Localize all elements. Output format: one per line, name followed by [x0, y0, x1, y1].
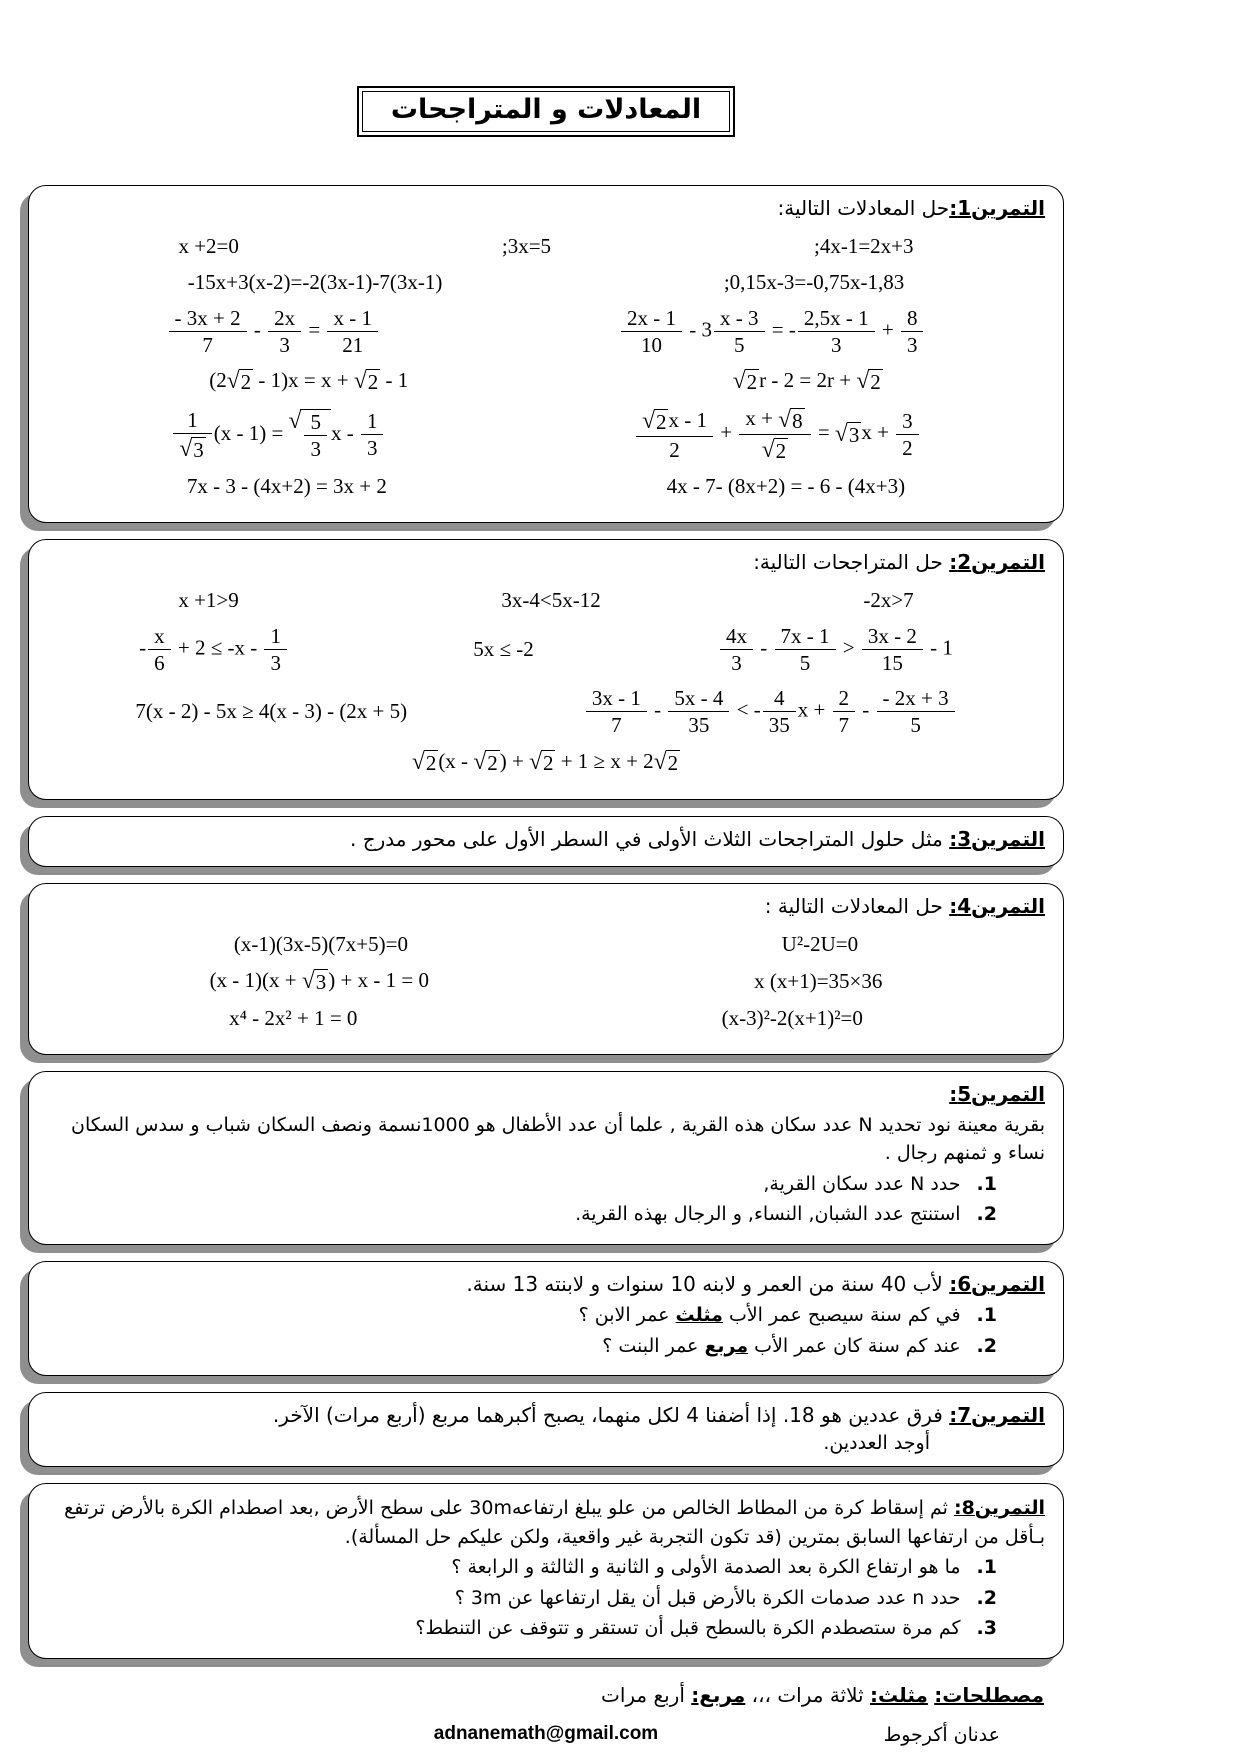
list-item: استنتج عدد الشبان, النساء, و الرجال بهذه القرية. — [575, 1203, 961, 1226]
term-part: مربع: — [691, 1682, 746, 1707]
equation: ;4x-1=2x+3 — [814, 234, 914, 258]
equation-row — [47, 270, 1045, 295]
emphasized-term: مربع — [704, 1334, 749, 1357]
equation: $\frac{- 3x + 2}{7}$ - $\frac{2x}{3}$ = $\frac{x - 1}{21}$ — [167, 306, 380, 357]
exercise-6-box — [28, 1261, 1064, 1376]
equation: √ 2 x - 1 2 + x + √ 8 √ 2 = √ 3 x + $\frac{3}{2}$ — [634, 406, 921, 463]
title-frame — [357, 86, 735, 137]
term-part: أربع مرات — [600, 1682, 692, 1707]
equation-row — [47, 588, 1045, 613]
equation: -2x>7 — [863, 587, 914, 612]
equation-row — [47, 306, 1045, 357]
exercise-2-inequalities — [47, 588, 1045, 776]
term-part: مثلث: — [869, 1682, 928, 1707]
equation: 1 √ 3 (x - 1) = √ $\frac{5}{3}$ x - $\frac{1}{3}$ — [171, 408, 385, 462]
equation-row — [47, 686, 1045, 737]
footer-row — [28, 1723, 1064, 1754]
term-part: مصطلحات: — [934, 1682, 1044, 1707]
equation: 3x-4<5x-12 — [501, 587, 601, 612]
exercise-8-statement: ثم إسقاط كرة من المطاط الخالص من علو يبلغ ارتفاعه30m على سطح الأرض ,بعد اصطدام الكرة بالأرض ترتفع بـأقل من ارتفاعها السابق بمترين (قد تكون التجربة غير واقعية، ولكن عليكم حل المسألة). — [64, 1497, 1045, 1548]
equation: -15x+3(x-2)=-2(3x-1)-7(3x-1) — [187, 270, 443, 294]
author-name: عدنان أكرجوط — [883, 1723, 1000, 1746]
equation-row — [47, 932, 1045, 957]
equation: (x - 1)(x + √ 3 ) + x - 1 = 0 — [209, 967, 429, 994]
equation: $\frac{2x - 1}{10}$ - 3 $\frac{x - 3}{5}$ = - $\frac{2,5x - 1}{3}$ + $\frac{8}{3}$ — [619, 306, 925, 357]
exercise-3-title: مثل حلول المتراجحات الثلاث الأولى في السطر الأول على محور مدرج . — [349, 826, 950, 851]
equation-row — [47, 474, 1045, 499]
equation: (2 √ 2 - 1)x = x + √ 2 - 1 — [209, 368, 409, 395]
exercise-5-label: التمرين5: — [949, 1081, 1045, 1106]
exercise-8-questions — [47, 1554, 1045, 1643]
terms-line — [28, 1675, 1064, 1707]
list-item: كم مرة ستصطدم الكرة بالسطح قبل أن تستقر و تتوقف عن التنطط؟ — [415, 1617, 961, 1640]
equation-row — [47, 234, 1045, 259]
equation: 4x - 7- (8x+2) = - 6 - (4x+3) — [666, 473, 906, 498]
exercise-1-label: التمرين1: — [949, 196, 1045, 220]
exercise-8-box — [28, 1483, 1064, 1659]
equation: x (x+1)=35×36 — [754, 968, 883, 993]
exercise-7-box — [28, 1392, 1064, 1467]
equation: U²-2U=0 — [781, 931, 859, 956]
exercise-4-equations — [47, 932, 1045, 1031]
equation: x +2=0 — [178, 234, 239, 258]
equation-row — [47, 624, 1045, 675]
equation: 7(x - 2) - 5x ≥ 4(x - 3) - (2x + 5) — [135, 699, 408, 724]
equation-row — [47, 1006, 1045, 1031]
exercise-7-header — [47, 1401, 1045, 1430]
exercise-1-title: حل المعادلات التالية: — [777, 196, 950, 220]
exercise-7-question: أوجد العددين. — [823, 1432, 930, 1455]
list-item: حدد N عدد سكان القرية, — [763, 1172, 961, 1195]
equation: ;0,15x-3=-0,75x-1,83 — [723, 270, 905, 294]
term-part: ثلاثة مرات ،،، — [745, 1682, 870, 1707]
exercise-5-body: بقرية معينة نود تحديد N عدد سكان هذه القرية , علما أن عدد الأطفال هو 1000نسمة ونصف السكان شباب و سدس السكان نساء و ثمنهم رجال . — [71, 1113, 1045, 1165]
exercise-4-title: حل المعادلات التالية : — [764, 893, 950, 918]
equation: √ 2 (x - √ 2 ) + √ 2 + 1 ≥ x + 2 √ 2 — [411, 748, 679, 775]
exercise-7-label: التمرين7: — [949, 1403, 1045, 1428]
equation: (x-1)(3x-5)(7x+5)=0 — [233, 931, 408, 956]
exercise-3-label: التمرين3: — [949, 826, 1045, 851]
list-item: عند كم سنة كان عمر الأب مربع عمر البنت ؟ — [602, 1334, 961, 1357]
equation: $\frac{3x - 1}{7}$ - $\frac{5x - 4}{35}$ < - $\frac{4}{35}$ x + $\frac{2}{7}$ - $\frac{- 2x + 3}{5}$ — [584, 686, 957, 737]
equation-row — [47, 368, 1045, 395]
exercise-7-title: فرق عددين هو 18. إذا أضفنا 4 لكل منهما، يصبح أكبرهما مربع (أربع مرات) الآخر. — [272, 1403, 950, 1428]
exercise-6-header — [47, 1270, 1045, 1299]
exercise-2-title: حل المتراجحات التالية: — [753, 549, 950, 574]
exercise-5-questions — [47, 1171, 1045, 1229]
list-item: في كم سنة سيصبح عمر الأب مثلث عمر الابن ؟ — [578, 1304, 961, 1326]
exercise-2-header — [47, 548, 1045, 577]
exercise-4-box — [28, 883, 1064, 1055]
title-section — [28, 86, 1064, 137]
exercise-2-box — [28, 539, 1064, 800]
list-item: ما هو ارتفاع الكرة بعد الصدمة الأولى و الثانية و الثالثة و الرابعة ؟ — [451, 1556, 961, 1579]
exercise-6-questions — [47, 1302, 1045, 1360]
equation: x +1>9 — [178, 587, 239, 612]
list-item: حدد n عدد صدمات الكرة بالأرض قبل أن يقل ارتفاعها عن 3m ؟ — [454, 1586, 961, 1609]
equation-row — [47, 968, 1045, 995]
equation: $\frac{4x}{3}$ - $\frac{7x - 1}{5}$ > $\frac{3x - 2}{15}$ - 1 — [718, 624, 953, 675]
exercise-4-header — [47, 892, 1045, 921]
exercise-1-equations — [47, 234, 1045, 499]
equation: ;3x=5 — [501, 234, 552, 258]
equation: 7x - 3 - (4x+2) = 3x + 2 — [186, 473, 387, 498]
exercise-6-title: لأب 40 سنة من العمر و لابنه 10 سنوات و لابنته 13 سنة. — [466, 1272, 950, 1296]
exercise-8-body — [47, 1494, 1045, 1551]
exercise-6-label: التمرين6: — [949, 1272, 1045, 1296]
exercise-1-header — [47, 194, 1045, 223]
exercise-3-box — [28, 816, 1064, 867]
page-title: المعادلات و المتراجحات — [362, 91, 730, 132]
equation: 5x ≤ -2 — [473, 637, 534, 662]
exercise-8-label: التمرين8: — [953, 1497, 1045, 1520]
equation: - $\frac{x}{6}$ + 2 ≤ -x - $\frac{1}{3}$ — [139, 624, 289, 675]
exercise-3-header — [47, 825, 1045, 854]
equation: x⁴ - 2x² + 1 = 0 — [229, 1005, 358, 1030]
email-text: adnanemath@gmail.com — [433, 1722, 659, 1744]
emphasized-term: مثلث — [675, 1304, 723, 1326]
equation-row — [47, 749, 1045, 776]
exercise-4-label: التمرين4: — [949, 893, 1045, 918]
exercise-5-box — [28, 1071, 1064, 1245]
exercise-2-label: التمرين2: — [949, 549, 1045, 574]
content-area — [28, 0, 1064, 1754]
equation: (x-3)²-2(x+1)²=0 — [721, 1005, 863, 1030]
equation-row — [47, 406, 1045, 463]
exercise-5-header — [47, 1080, 1045, 1109]
exercise-1-box — [28, 185, 1064, 523]
equation: √ 2 r - 2 = 2r + √ 2 — [732, 368, 881, 395]
